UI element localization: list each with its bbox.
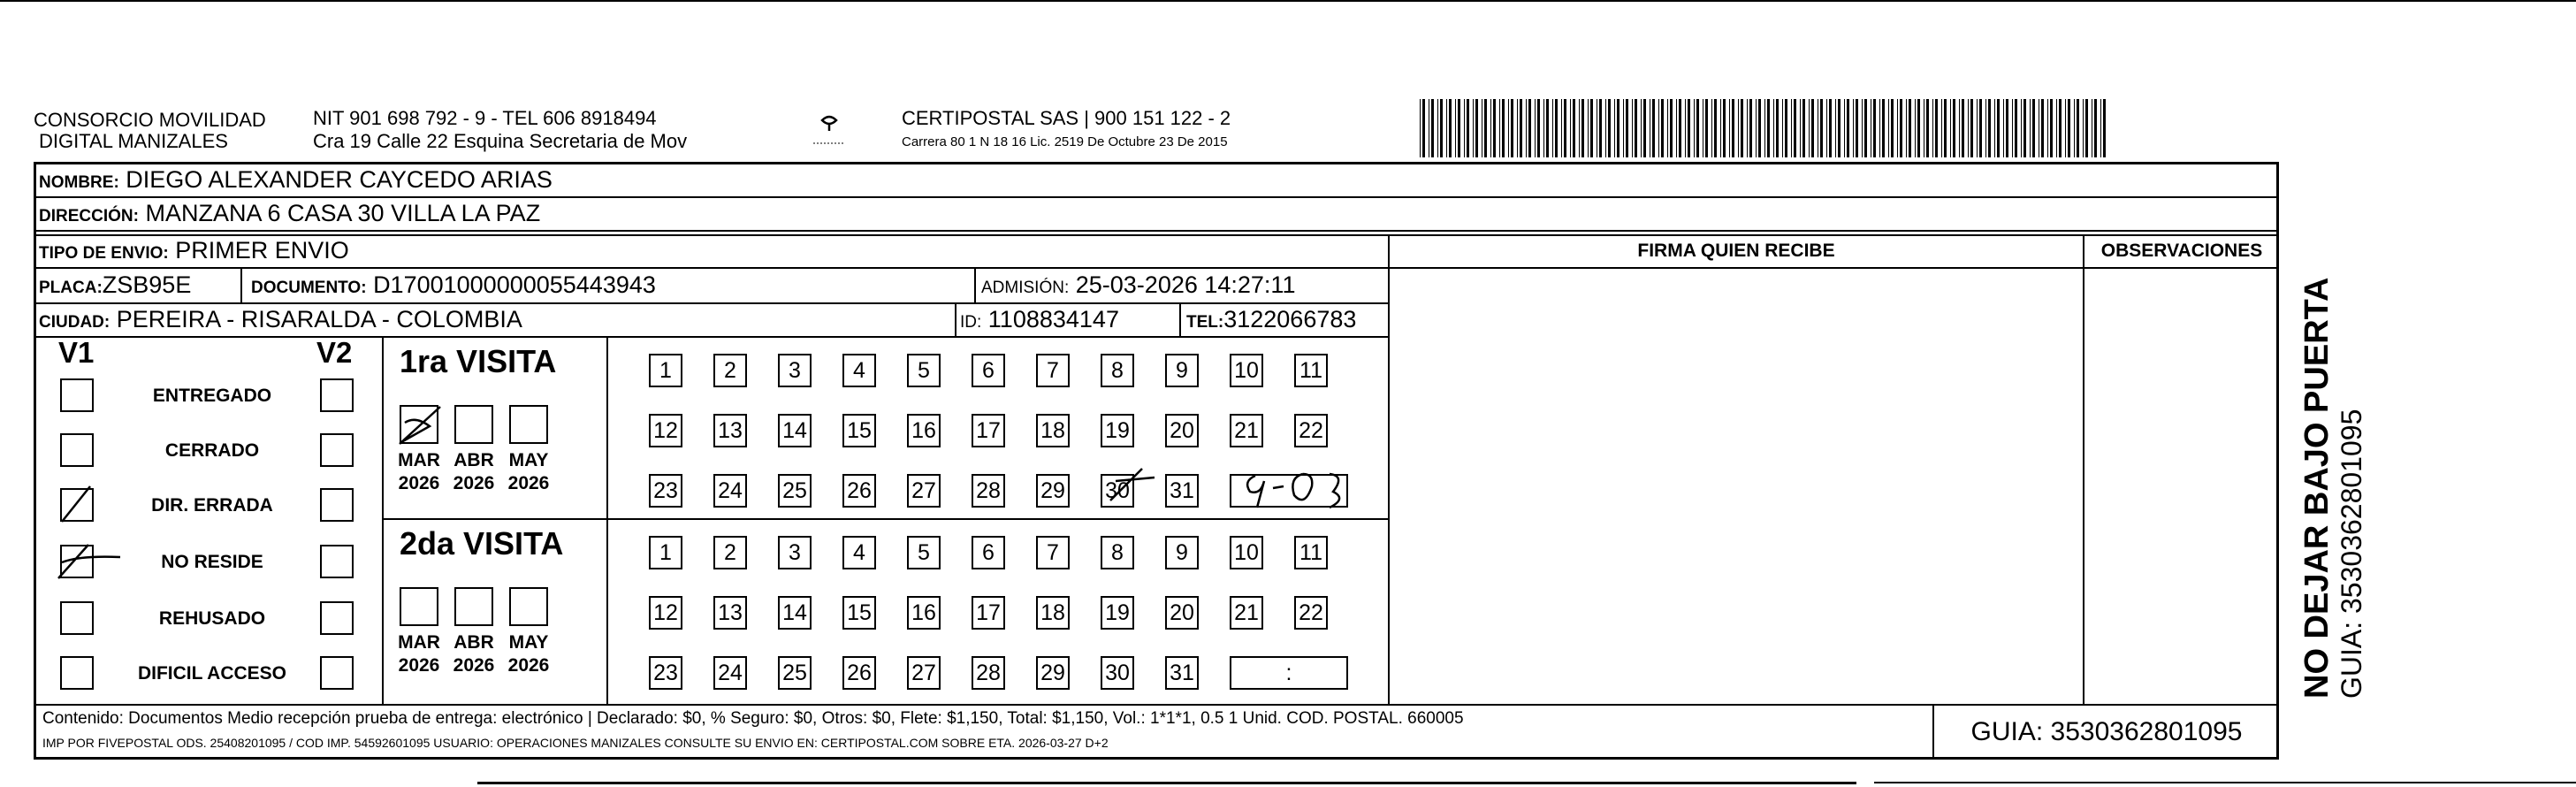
day-box-5[interactable]: 5 (907, 354, 941, 387)
month-label: MAY 2026 (507, 450, 550, 493)
day-box-25[interactable]: 25 (778, 656, 812, 690)
bottom-tear-rule (477, 782, 1856, 784)
day-box-2[interactable]: 2 (713, 354, 747, 387)
day-box-16[interactable]: 16 (907, 414, 941, 447)
day-box-9[interactable]: 9 (1165, 536, 1199, 569)
nit-line: NIT 901 698 792 - 9 - TEL 606 8918494 (313, 107, 657, 129)
day-box-24[interactable]: 24 (713, 474, 747, 508)
day-box-23[interactable]: 23 (649, 474, 682, 508)
day-box-16[interactable]: 16 (907, 596, 941, 630)
day-box-4[interactable]: 4 (842, 354, 876, 387)
bottom-tear-rule-2 (1874, 782, 2576, 783)
day-box-4[interactable]: 4 (842, 536, 876, 569)
v2-header: V2 (316, 336, 353, 369)
admision-field: ADMISIÓN: 25-03-2026 14:27:11 (981, 271, 1296, 298)
day-box-7[interactable]: 7 (1036, 536, 1070, 569)
id-field: ID: 1108834147 (960, 306, 1119, 332)
day-box-14[interactable]: 14 (778, 414, 812, 447)
day-box-23[interactable]: 23 (649, 656, 682, 690)
day-box-3[interactable]: 3 (778, 354, 812, 387)
courier-line-2: Carrera 80 1 N 18 16 Lic. 2519 De Octubre 23 De 2015 (902, 134, 1228, 149)
day-box-7[interactable]: 7 (1036, 354, 1070, 387)
side-warning: NO DEJAR BAJO PUERTA (2298, 277, 2336, 699)
time-box[interactable]: : (1230, 656, 1348, 690)
firma-header: FIRMA QUIEN RECIBE (1637, 241, 1835, 261)
day-box-29[interactable]: 29 (1036, 474, 1070, 508)
status-option-label: REHUSADO (158, 608, 266, 629)
day-box-12[interactable]: 12 (649, 596, 682, 630)
day-box-21[interactable]: 21 (1230, 596, 1263, 630)
day-box-18[interactable]: 18 (1036, 414, 1070, 447)
day-box-28[interactable]: 28 (972, 656, 1005, 690)
documento-field: DOCUMENTO: D17001000000055443943 (251, 271, 656, 298)
day-box-9[interactable]: 9 (1165, 354, 1199, 387)
placa-field: PLACA:ZSB95E (39, 271, 192, 298)
side-text (2298, 278, 2367, 699)
status-option-label: NO RESIDE (161, 552, 263, 572)
first-visit-title: 1ra VISITA (400, 343, 557, 379)
month-label: MAY 2026 (507, 632, 550, 676)
day-box-10[interactable]: 10 (1230, 354, 1263, 387)
day-box-31[interactable]: 31 (1165, 474, 1199, 508)
imp-line: IMP POR FIVEPOSTAL ODS. 25408201095 / COD IMP. 54592601095 USUARIO: OPERACIONES MANIZALES CONSULTE SU ENVIO EN: CERTIPOSTAL.COM SOBRE ETA. 2026-03-27 D+2 (42, 736, 1109, 750)
status-option-label: DIFICIL ACCESO (137, 663, 286, 684)
day-box-25[interactable]: 25 (778, 474, 812, 508)
day-box-26[interactable]: 26 (842, 474, 876, 508)
status-option-label: CERRADO (164, 440, 260, 461)
day-box-31[interactable]: 31 (1165, 656, 1199, 690)
day-box-6[interactable]: 6 (972, 354, 1005, 387)
day-box-14[interactable]: 14 (778, 596, 812, 630)
company-line-2: DIGITAL MANIZALES (39, 130, 228, 152)
day-box-12[interactable]: 12 (649, 414, 682, 447)
day-box-19[interactable]: 19 (1101, 596, 1134, 630)
side-guia: GUIA: 3530362801095 (2336, 409, 2367, 699)
status-option-label: ENTREGADO (152, 386, 272, 406)
day-box-13[interactable]: 13 (713, 414, 747, 447)
status-option-label: DIR. ERRADA (151, 495, 273, 516)
day-box-8[interactable]: 8 (1101, 354, 1134, 387)
day-box-26[interactable]: 26 (842, 656, 876, 690)
guia-box: GUIA: 3530362801095 (1932, 704, 2279, 760)
day-box-24[interactable]: 24 (713, 656, 747, 690)
day-box-22[interactable]: 22 (1294, 596, 1328, 630)
tipo-envio-field: TIPO DE ENVIO: PRIMER ENVIO (39, 237, 349, 264)
day-box-27[interactable]: 27 (907, 474, 941, 508)
month-label: MAR 2026 (398, 450, 440, 493)
day-box-17[interactable]: 17 (972, 414, 1005, 447)
day-box-30[interactable]: 30 (1101, 474, 1134, 508)
day-box-19[interactable]: 19 (1101, 414, 1134, 447)
day-box-22[interactable]: 22 (1294, 414, 1328, 447)
address-line: Cra 19 Calle 22 Esquina Secretaria de Mov (313, 130, 688, 152)
day-box-17[interactable]: 17 (972, 596, 1005, 630)
month-label: MAR 2026 (398, 632, 440, 676)
day-box-11[interactable]: 11 (1294, 536, 1328, 569)
day-box-27[interactable]: 27 (907, 656, 941, 690)
day-box-8[interactable]: 8 (1101, 536, 1134, 569)
month-label: ABR 2026 (453, 450, 495, 493)
nombre-field: NOMBRE: DIEGO ALEXANDER CAYCEDO ARIAS (39, 166, 553, 193)
company-line-1: CONSORCIO MOVILIDAD (34, 109, 266, 131)
day-box-5[interactable]: 5 (907, 536, 941, 569)
v1-header: V1 (58, 336, 95, 369)
ciudad-field: CIUDAD: PEREIRA - RISARALDA - COLOMBIA (39, 306, 522, 332)
day-box-2[interactable]: 2 (713, 536, 747, 569)
second-visit-title: 2da VISITA (400, 525, 564, 562)
day-box-1[interactable]: 1 (649, 536, 682, 569)
day-box-21[interactable]: 21 (1230, 414, 1263, 447)
day-box-18[interactable]: 18 (1036, 596, 1070, 630)
day-box-11[interactable]: 11 (1294, 354, 1328, 387)
month-label: ABR 2026 (453, 632, 495, 676)
tel-field: TEL:3122066783 (1186, 306, 1357, 332)
contenido-line: Contenido: Documentos Medio recepción prueba de entrega: electrónico | Declarado: $0, % Seguro: $0, Otros: $0, Flete: $1,150, Total: $1,150, Vol.: 1*1*1, 0.5 1 Unid. COD. POSTAL. 660005 (42, 709, 1464, 728)
courier-line-1: CERTIPOSTAL SAS | 900 151 122 - 2 (902, 107, 1231, 129)
day-box-13[interactable]: 13 (713, 596, 747, 630)
observaciones-header: OBSERVACIONES (2100, 241, 2263, 261)
day-box-10[interactable]: 10 (1230, 536, 1263, 569)
direccion-field: DIRECCIÓN: MANZANA 6 CASA 30 VILLA LA PAZ (39, 200, 541, 226)
day-box-1[interactable]: 1 (649, 354, 682, 387)
day-box-3[interactable]: 3 (778, 536, 812, 569)
day-box-20[interactable]: 20 (1165, 414, 1199, 447)
day-box-28[interactable]: 28 (972, 474, 1005, 508)
day-box-15[interactable]: 15 (842, 596, 876, 630)
day-box-20[interactable]: 20 (1165, 596, 1199, 630)
day-box-30[interactable]: 30 (1101, 656, 1134, 690)
day-box-29[interactable]: 29 (1036, 656, 1070, 690)
day-box-15[interactable]: 15 (842, 414, 876, 447)
day-box-6[interactable]: 6 (972, 536, 1005, 569)
